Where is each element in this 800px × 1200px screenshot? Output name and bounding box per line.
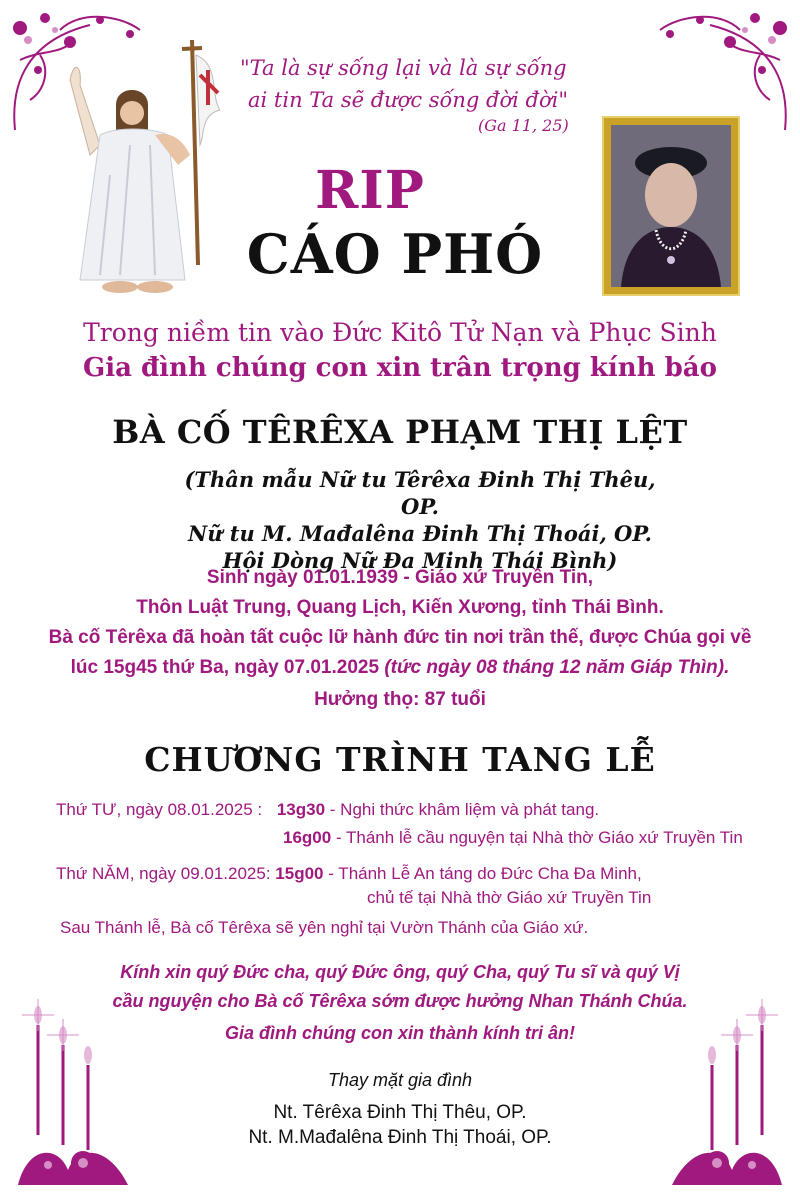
portrait-image [611,125,731,287]
thanks-line: Gia đình chúng con xin thành kính tri ân! [225,1023,575,1043]
death-time: lúc 15g45 thứ Ba, ngày 07.01.2025 [70,657,380,678]
schedule-day-1-second [283,828,743,848]
info-line-3: Bà cố Têrêxa đã hoàn tất cuộc lữ hành đức tin nơi trần thế, được Chúa gọi về [48,627,752,648]
deceased-info [0,563,800,683]
day-2-time-1: 15g00 [275,864,324,883]
bottom-right-candles-ornament [652,985,792,1195]
quote-reference: (Ga 11, 25) [478,116,569,135]
day-1-event-2: - Thánh lễ cầu nguyện tại Nhà thờ Giáo xứ Truyền Tin [335,828,743,847]
page-title: CÁO PHÓ [246,222,544,286]
info-line-2: Thôn Luật Trung, Quang Lịch, Kiến Xương, tỉnh Thái Bình. [136,597,664,618]
age-text: Hưởng thọ: 87 tuổi [314,689,486,710]
day-1-time-2: 16g00 [283,828,332,847]
day-1-event-1: - Nghi thức khâm liệm và phát tang. [329,800,600,819]
day-1-label: Thứ TƯ, ngày 08.01.2025 : [56,800,263,819]
signer-2: Nt. M.Mađalêna Đinh Thị Thoái, OP. [248,1127,552,1148]
risen-christ-illustration [60,35,220,300]
day-2-event-1b: chủ tế tại Nhà thờ Giáo xứ Truyền Tin [367,888,652,907]
prayer-line-2: cầu nguyện cho Bà cố Têrêxa sớm được hưởng Nhan Thánh Chúa. [112,991,688,1011]
quote-line-2: ai tin Ta sẽ được sống đời đời" [248,88,568,112]
burial-note: Sau Thánh lễ, Bà cố Têrêxa sẽ yên nghỉ tại Vườn Thánh của Giáo xứ. [60,918,589,937]
deceased-name: BÀ CỐ TÊRÊXA PHẠM THỊ LỆT [112,413,688,451]
prayer-line-1: Kính xin quý Đức cha, quý Đức ông, quý Cha, quý Tu sĩ và quý Vị [120,962,680,982]
day-2-label: Thứ NĂM, ngày 09.01.2025: [56,864,271,883]
day-2-event-1: - Thánh Lễ An táng do Đức Cha Đa Minh, [328,864,642,883]
portrait-photo [604,118,738,294]
scripture-quote [240,52,568,116]
quote-line-1: "Ta là sự sống lại và là sự sống [240,56,567,80]
lunar-date: (tức ngày 08 tháng 12 năm Giáp Thìn). [384,657,730,678]
relation-line-2: Nữ tu M. Mađalêna Đinh Thị Thoái, OP. [188,521,652,546]
intro-line-1: Trong niềm tin vào Đức Kitô Tử Nạn và Phục Sinh [83,318,717,347]
program-title: CHƯƠNG TRÌNH TANG LỄ [144,740,656,779]
relation-line-3: Hội Dòng Nữ Đa Minh Thái Bình) [222,548,618,573]
day-1-time-1: 13g30 [276,800,326,819]
rip-heading: RIP [315,160,425,221]
bottom-left-candles-ornament [8,985,148,1195]
intro-line-2: Gia đình chúng con xin trân trọng kính báo [83,353,717,383]
relation-line-1: (Thân mẫu Nữ tu Têrêxa Đinh Thị Thêu, OP. [184,467,656,519]
schedule-day-2 [56,864,642,884]
info-line-4 [0,653,800,683]
deceased-relations [180,466,660,574]
info-line-1: Sinh ngày 01.01.1939 - Giáo xứ Truyền Tin, [206,567,594,588]
signer-1: Nt. Têrêxa Đinh Thị Thêu, OP. [273,1102,527,1123]
schedule-day-2-second [367,888,651,908]
on-behalf-label: Thay mặt gia đình [327,1070,473,1090]
schedule-day-1 [56,800,599,820]
